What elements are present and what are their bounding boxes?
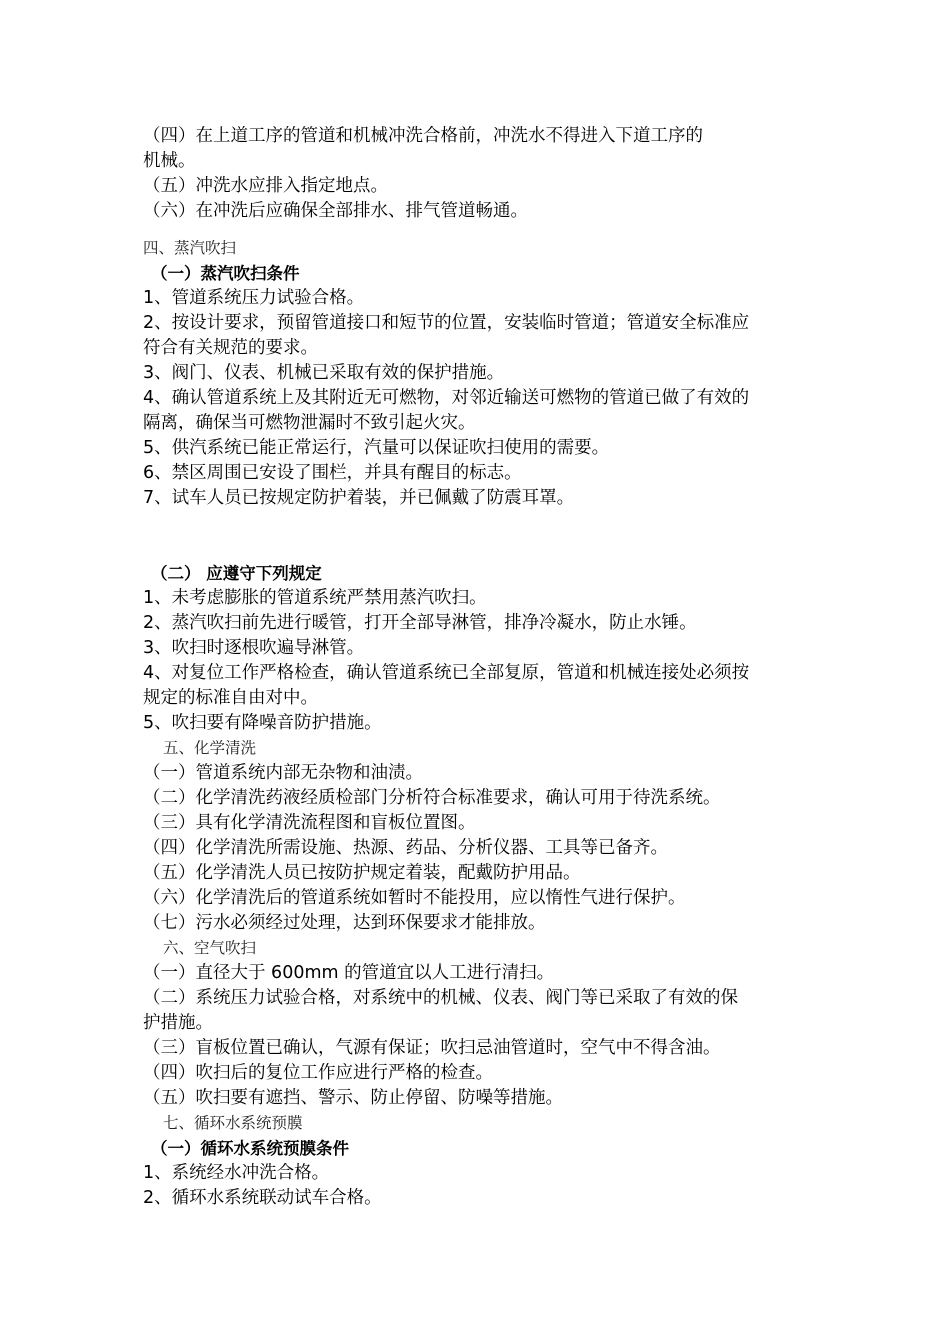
text-line: （四）在上道工序的管道和机械冲洗合格前，冲洗水不得进入下道工序的 xyxy=(143,126,703,146)
text-line: （五）化学清洗人员已按防护规定着装，配戴防护用品。 xyxy=(143,863,581,883)
text-line: 2、蒸汽吹扫前先进行暖管，打开全部导淋管，排净冷凝水，防止水锤。 xyxy=(143,613,697,633)
text-line: 隔离，确保当可燃物泄漏时不致引起火灾。 xyxy=(143,413,476,433)
text-line: （一）直径大于 600mm 的管道宜以人工进行清扫。 xyxy=(143,963,555,983)
subsection-heading: （一）循环水系统预膜条件 xyxy=(151,1139,349,1158)
section-heading: 四、蒸汽吹扫 xyxy=(143,239,237,257)
text-line: 符合有关规范的要求。 xyxy=(143,338,318,358)
text-line: 2、循环水系统联动试车合格。 xyxy=(143,1188,382,1208)
text-line: 3、阀门、仪表、机械已采取有效的保护措施。 xyxy=(143,363,505,383)
text-line: 护措施。 xyxy=(143,1013,213,1033)
text-line: 4、对复位工作严格检查，确认管道系统已全部复原，管道和机械连接处必须按 xyxy=(143,663,750,683)
subsection-heading: （一）蒸汽吹扫条件 xyxy=(151,264,300,283)
text-line: 5、供汽系统已能正常运行，汽量可以保证吹扫使用的需要。 xyxy=(143,438,610,458)
text-line: 6、禁区周围已安设了围栏，并具有醒目的标志。 xyxy=(143,463,522,483)
text-line: （六）在冲洗后应确保全部排水、排气管道畅通。 xyxy=(143,201,528,221)
text-line: （四）化学清洗所需设施、热源、药品、分析仪器、工具等已备齐。 xyxy=(143,838,668,858)
text-line: 规定的标准自由对中。 xyxy=(143,688,318,708)
text-line: （四）吹扫后的复位工作应进行严格的检查。 xyxy=(143,1063,493,1083)
text-line: （一）管道系统内部无杂物和油渍。 xyxy=(143,763,423,783)
subsection-heading: （二） 应遵守下列规定 xyxy=(151,564,322,583)
section-heading: 七、循环水系统预膜 xyxy=(163,1114,303,1132)
text-line: 1、系统经水冲洗合格。 xyxy=(143,1163,330,1183)
text-line: （五）吹扫要有遮挡、警示、防止停留、防噪等措施。 xyxy=(143,1088,563,1108)
text-line: （六）化学清洗后的管道系统如暂时不能投用，应以惰性气进行保护。 xyxy=(143,888,686,908)
text-line: 7、试车人员已按规定防护着装，并已佩戴了防震耳罩。 xyxy=(143,488,575,508)
text-line: （七）污水必须经过处理，达到环保要求才能排放。 xyxy=(143,913,546,933)
document-page xyxy=(143,124,811,1211)
text-line: （二）化学清洗药液经质检部门分析符合标准要求，确认可用于待洗系统。 xyxy=(143,788,721,808)
text-line: （五）冲洗水应排入指定地点。 xyxy=(143,176,388,196)
text-line: 3、吹扫时逐根吹遍导淋管。 xyxy=(143,638,365,658)
text-line: （二）系统压力试验合格，对系统中的机械、仪表、阀门等已采取了有效的保 xyxy=(143,988,738,1008)
section-heading: 六、空气吹扫 xyxy=(163,939,257,957)
text-line: 机械。 xyxy=(143,151,196,171)
text-line: 5、吹扫要有降噪音防护措施。 xyxy=(143,713,382,733)
text-line: 1、未考虑膨胀的管道系统严禁用蒸汽吹扫。 xyxy=(143,588,487,608)
text-line: （三）具有化学清洗流程图和盲板位置图。 xyxy=(143,813,476,833)
section-heading: 五、化学清洗 xyxy=(163,739,257,757)
text-line: （三）盲板位置已确认，气源有保证；吹扫忌油管道时，空气中不得含油。 xyxy=(143,1038,721,1058)
text-line: 2、按设计要求，预留管道接口和短节的位置，安装临时管道；管道安全标准应 xyxy=(143,313,750,333)
text-line: 4、确认管道系统上及其附近无可燃物，对邻近输送可燃物的管道已做了有效的 xyxy=(143,388,750,408)
text-line: 1、管道系统压力试验合格。 xyxy=(143,288,365,308)
